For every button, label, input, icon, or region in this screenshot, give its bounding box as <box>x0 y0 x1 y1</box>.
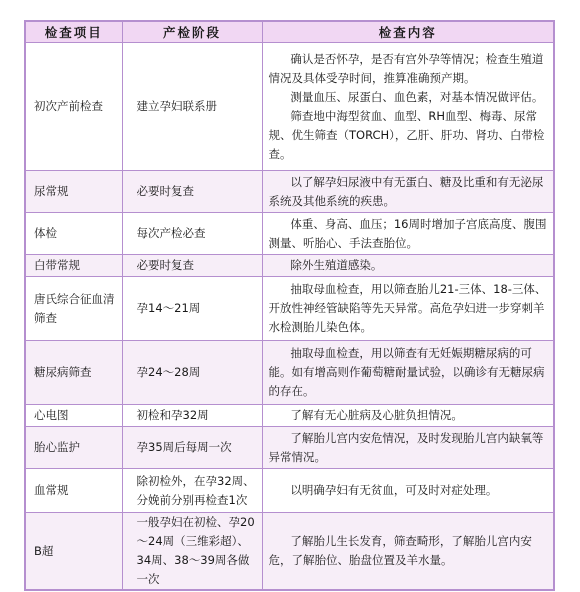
row-stage: 初检和孕32周 <box>122 405 262 427</box>
header-item: 检查项目 <box>25 21 122 43</box>
row-content <box>262 277 554 341</box>
row-item: 心电图 <box>25 405 122 427</box>
row-stage: 孕14～21周 <box>122 277 262 341</box>
table-row <box>25 427 554 469</box>
row-stage <box>122 469 262 513</box>
content-paragraph: 抽取母血检查，用以筛查有无妊娠期糖尿病的可能。如有增高则作葡萄糖耐量试验，以确诊有无糖尿病的存在。 <box>268 346 545 398</box>
stage-text: 一般孕妇在初检、孕20～24周（三维彩超）、34周、38～39周各做一次 <box>136 515 255 586</box>
row-item: 体检 <box>25 213 122 255</box>
table-row <box>25 405 554 427</box>
row-stage: 必要时复查 <box>122 171 262 213</box>
row-item: 尿常规 <box>25 171 122 213</box>
table-row <box>25 341 554 405</box>
row-content <box>262 469 554 513</box>
row-item: B超 <box>25 513 122 591</box>
header-content: 检查内容 <box>262 21 554 43</box>
row-item: 糖尿病筛查 <box>25 341 122 405</box>
row-content <box>262 513 554 591</box>
row-content <box>262 43 554 171</box>
content-paragraph: 测量血压、尿蛋白、血色素，对基本情况做评估。 <box>290 89 544 104</box>
table-body <box>25 43 554 591</box>
table-row <box>25 255 554 277</box>
content-paragraph: 以明确孕妇有无贫血，可及时对症处理。 <box>290 483 498 497</box>
table-row <box>25 277 554 341</box>
prenatal-exam-table <box>24 20 555 591</box>
row-item: 血常规 <box>25 469 122 513</box>
content-paragraph: 除外生殖道感染。 <box>290 258 383 272</box>
row-content <box>262 405 554 427</box>
header-stage: 产检阶段 <box>122 21 262 43</box>
header-row <box>25 21 554 43</box>
table-row <box>25 469 554 513</box>
content-paragraph: 抽取母血检查，用以筛查胎儿21-三体、18-三体、开放性神经管缺陷等先天异常。高危孕妇进一步穿刺羊水检测胎儿染色体。 <box>268 282 547 334</box>
row-content <box>262 213 554 255</box>
row-item: 胎心监护 <box>25 427 122 469</box>
table-row <box>25 171 554 213</box>
content-paragraph: 筛查地中海型贫血、血型、RH血型、梅毒、尿常规、优生筛查（TORCH），乙肝、肝功、肾功、白带检查。 <box>268 108 545 161</box>
row-item: 白带常规 <box>25 255 122 277</box>
stage-text: 除初检外，在孕32周、分娩前分别再检查1次 <box>136 473 255 507</box>
row-content <box>262 255 554 277</box>
row-item: 初次产前检查 <box>25 43 122 171</box>
row-content <box>262 427 554 469</box>
content-paragraph: 确认是否怀孕，是否有宫外孕等情况；检查生殖道情况及具体受孕时间，推算准确预产期。 <box>268 51 544 85</box>
row-stage: 孕35周后每周一次 <box>122 427 262 469</box>
content-paragraph: 了解胎儿生长发育，筛查畸形，了解胎儿宫内安危，了解胎位、胎盘位置及羊水量。 <box>268 534 532 567</box>
table-header <box>25 21 554 43</box>
row-content <box>262 341 554 405</box>
content-paragraph: 了解有无心脏病及心脏负担情况。 <box>290 408 463 422</box>
content-paragraph: 以了解孕妇尿液中有无蛋白、糖及比重和有无泌尿系统及其他系统的疾患。 <box>268 174 544 208</box>
row-stage: 每次产检必查 <box>122 213 262 255</box>
row-stage <box>122 513 262 591</box>
content-paragraph: 了解胎儿宫内安危情况，及时发现胎儿宫内缺氧等异常情况。 <box>268 430 544 464</box>
row-stage: 孕24～28周 <box>122 341 262 405</box>
row-content <box>262 171 554 213</box>
table-row <box>25 513 554 591</box>
table-row <box>25 213 554 255</box>
row-stage: 必要时复查 <box>122 255 262 277</box>
row-stage: 建立孕妇联系册 <box>122 43 262 171</box>
table-row <box>25 43 554 171</box>
row-item: 唐氏综合征血清筛查 <box>25 277 122 341</box>
content-paragraph: 体重、身高、血压；16周时增加子宫底高度、腹围测量、听胎心、手法查胎位。 <box>268 216 547 250</box>
